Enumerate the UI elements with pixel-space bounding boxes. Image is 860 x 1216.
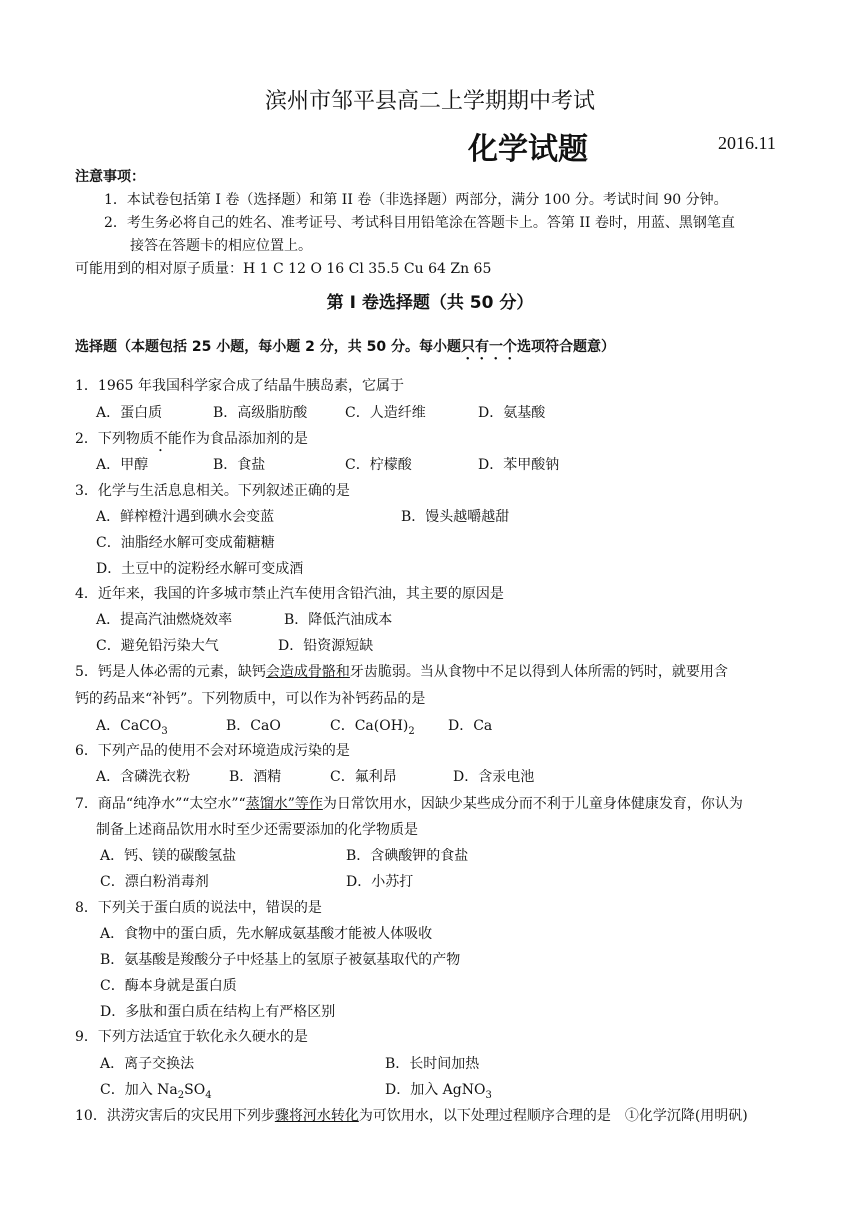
q4-option-b: B．降低汽油成本 [284,612,393,628]
q9-stem: 9．下列方法适宜于软化永久硬水的是 [75,1029,308,1045]
q2-stem: 2．下列物质不能作为食品添加剂的是 [75,431,308,447]
q3-option-b: B．馒头越嚼越甜 [401,509,510,525]
section-title: 第 I 卷选择题（共 50 分） [326,293,534,313]
exam-date: 2016.11 [718,133,776,153]
q7-stem: 7．商品“纯净水”“太空水”“蒸馏水”等作为日常饮用水，因缺少某些成分而不利于儿童身体健康发育，你认为 [75,796,743,812]
atomic-masses: 可能用到的相对原子质量：H 1 C 12 O 16 Cl 35.5 Cu 64 Zn 65 [75,261,492,277]
q5-stem: 5．钙是人体必需的元素，缺钙会造成骨骼和牙齿脆弱。当从食物中不足以得到人体所需的钙时，就要用含 [75,664,728,680]
q5-option-b: B．CaO [226,718,281,734]
notice-item-2: 2．考生务必将自己的姓名、准考证号、考试科目用铅笔涂在答题卡上。答第 II 卷时，用蓝、黑钢笔直 [104,215,735,231]
emphasis-not: 不 [153,431,168,447]
q7-option-d: D．小苏打 [346,874,414,890]
q8-option-a: A．食物中的蛋白质，先水解成氨基酸才能被人体吸收 [100,926,433,942]
q8-option-b: B．氨基酸是羧酸分子中烃基上的氢原子被氨基取代的产物 [100,952,461,968]
q4-option-a: A．提高汽油燃烧效率 [96,612,233,628]
q2-option-b: B．食盐 [213,457,266,473]
exam-subtitle: 滨州市邹平县高二上学期期中考试 [264,89,595,114]
q3-option-c: C．油脂经水解可变成葡糖糖 [96,535,275,551]
notice-item-2-cont: 接答在答题卡的相应位置上。 [130,238,312,254]
q3-stem: 3．化学与生活息息相关。下列叙述正确的是 [75,483,350,499]
exam-title: 化学试题 [468,132,588,167]
q1-stem: 1．1965 年我国科学家合成了结晶牛胰岛素，它属于 [75,378,404,394]
q1-option-d: D．氨基酸 [478,405,546,421]
q5-option-d: D．Ca [448,718,493,734]
q3-option-d: D．土豆中的淀粉经水解可变成酒 [96,561,304,577]
q9-option-d: D．加入 AgNO$_3$ [385,1082,492,1101]
q7-option-a: A．钙、镁的碳酸氢盐 [100,848,237,864]
q5-option-a: A．CaCO$_3$ [96,718,168,737]
q9-option-a: A．离子交换法 [100,1056,195,1072]
q8-stem: 8．下列关于蛋白质的说法中，错误的是 [75,900,322,916]
q6-option-c: C．氟利昂 [330,769,397,785]
q7-option-b: B．含碘酸钾的食盐 [346,848,469,864]
q6-option-d: D．含汞电池 [453,769,535,785]
q4-stem: 4．近年来，我国的许多城市禁止汽车使用含铅汽油，其主要的原因是 [75,586,504,602]
q10-stem: 10．洪涝灾害后的灾民用下列步骤将河水转化为可饮用水，以下处理过程顺序合理的是 ①化学沉降(用明矾) [75,1108,748,1124]
q6-stem: 6．下列产品的使用不会对环境造成污染的是 [75,743,350,759]
q3-option-a: A．鲜榨橙汁遇到碘水会变蓝 [96,509,275,525]
q4-option-c: C．避免铅污染大气 [96,638,219,654]
q7-option-c: C．漂白粉消毒剂 [100,874,209,890]
q2-option-a: A．甲醇 [96,457,149,473]
q1-option-a: A．蛋白质 [96,405,163,421]
q4-option-d: D．铅资源短缺 [278,638,374,654]
q1-option-b: B．高级脂肪酸 [213,405,308,421]
q8-option-d: D．多肽和蛋白质在结构上有严格区别 [100,1004,336,1020]
q9-option-c: C．加入 $Na_2SO_4$ [100,1082,212,1101]
q5-option-c: C．$Ca(OH)_2$ [330,718,415,737]
q6-option-a: A．含磷洗衣粉 [96,769,191,785]
q8-option-c: C．酶本身就是蛋白质 [100,978,237,994]
section-instructions: 选择题（本题包括 25 小题，每小题 2 分，共 50 分。每小题只有一个选项符合题意） [75,339,615,355]
emphasis-only-one: 只有一个 [460,339,517,355]
q1-option-c: C．人造纤维 [345,405,426,421]
notice-heading: 注意事项： [75,169,145,185]
q7-stem-cont: 制备上述商品饮用水时至少还需要添加的化学物质是 [96,822,418,838]
q6-option-b: B．酒精 [229,769,282,785]
q5-stem-cont: 钙的药品来“补钙”。下列物质中，可以作为补钙药品的是 [75,691,426,707]
q9-option-b: B．长时间加热 [385,1056,480,1072]
q2-option-c: C．柠檬酸 [345,457,412,473]
notice-item-1: 1．本试卷包括第 I 卷（选择题）和第 II 卷（非选择题）两部分，满分 100 分。考试时间 90 分钟。 [104,192,728,208]
q2-option-d: D．苯甲酸钠 [478,457,560,473]
